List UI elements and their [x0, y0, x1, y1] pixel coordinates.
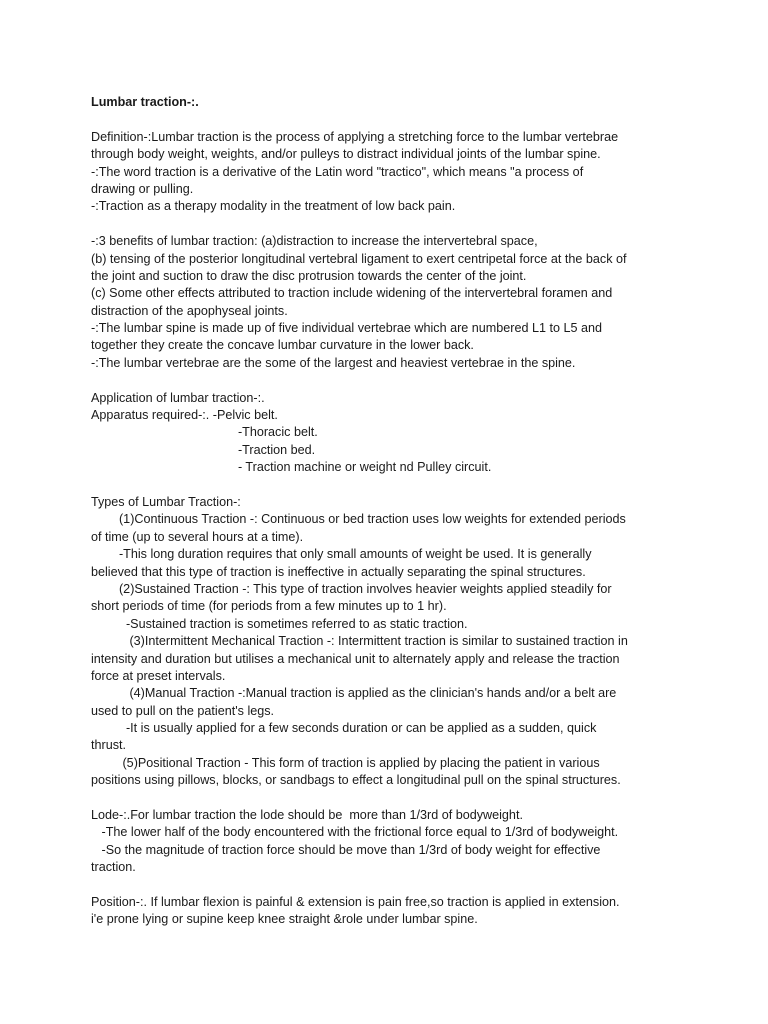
text-line: -This long duration requires that only small amounts of weight be used. It is generally — [91, 547, 592, 562]
blank-line — [91, 111, 681, 128]
text-line: -It is usually applied for a few seconds duration or can be applied as a sudden, quick — [91, 721, 597, 736]
text-line: Types of Lumbar Traction-: — [91, 494, 241, 509]
blank-line — [91, 877, 681, 894]
text-line: Lode-:.For lumbar traction the lode should be more than 1/3rd of bodyweight. — [91, 808, 523, 823]
text-line: distraction of the apophyseal joints. — [91, 303, 288, 318]
text-line: intensity and duration but utilises a mechanical unit to alternately apply and release the traction — [91, 651, 620, 666]
text-line: -:Traction as a therapy modality in the treatment of low back pain. — [91, 199, 456, 214]
text-line: positions using pillows, blocks, or sandbags to effect a longitudinal pull on the spinal structures. — [91, 773, 621, 788]
text-line: thrust. — [91, 738, 126, 753]
text-line: believed that this type of traction is ineffective in actually separating the spinal structures. — [91, 564, 586, 579]
text-line: Definition-:Lumbar traction is the process of applying a stretching force to the lumbar vertebrae — [91, 129, 619, 144]
text-line: Position-:. If lumbar flexion is painful & extension is pain free,so traction is applied in extension. — [91, 894, 620, 909]
text-line: -:The word traction is a derivative of the Latin word "tractico", which means "a process of — [91, 164, 584, 179]
blank-line — [91, 216, 681, 233]
text-line: Application of lumbar traction-:. — [91, 390, 265, 405]
text-line: -So the magnitude of traction force should be move than 1/3rd of body weight for effective — [91, 842, 601, 857]
text-line: drawing or pulling. — [91, 181, 194, 196]
document-title: Lumbar traction-:. — [91, 95, 199, 109]
text-line: force at preset intervals. — [91, 668, 226, 683]
text-line: -The lower half of the body encountered with the frictional force equal to 1/3rd of bodyweight. — [91, 825, 619, 840]
text-line: used to pull on the patient's legs. — [91, 703, 275, 718]
text-line: Apparatus required-:. -Pelvic belt. — [91, 408, 278, 423]
text-line: together they create the concave lumbar curvature in the lower back. — [91, 338, 474, 353]
document-page — [91, 94, 681, 929]
text-line: (1)Continuous Traction -: Continuous or bed traction uses low weights for extended periods — [91, 512, 626, 527]
text-line: -:The lumbar spine is made up of five individual vertebrae which are numbered L1 to L5 and — [91, 321, 603, 336]
text-line: traction. — [91, 860, 136, 875]
blank-line — [91, 790, 681, 807]
text-line: (4)Manual Traction -:Manual traction is applied as the clinician's hands and/or a belt are — [91, 686, 617, 701]
text-line: of time (up to several hours at a time). — [91, 529, 304, 544]
text-line: (c) Some other effects attributed to traction include widening of the intervertebral foramen and — [91, 286, 613, 301]
text-line: through body weight, weights, and/or pulleys to distract individual joints of the lumbar spine. — [91, 147, 601, 162]
blank-line — [91, 477, 681, 494]
text-line: the joint and suction to draw the disc protrusion towards the center of the joint. — [91, 268, 527, 283]
blank-line — [91, 372, 681, 389]
text-line: -Traction bed. — [91, 442, 316, 457]
text-line: (2)Sustained Traction -: This type of traction involves heavier weights applied steadily for — [91, 581, 612, 596]
text-line: (b) tensing of the posterior longitudinal vertebral ligament to exert centripetal force at the back of — [91, 251, 627, 266]
text-line: -:The lumbar vertebrae are the some of the largest and heaviest vertebrae in the spine. — [91, 355, 576, 370]
text-line: -:3 benefits of lumbar traction: (a)distraction to increase the intervertebral space, — [91, 234, 538, 249]
text-line: (5)Positional Traction - This form of traction is applied by placing the patient in various — [91, 755, 600, 770]
text-line: i'e prone lying or supine keep knee straight &role under lumbar spine. — [91, 912, 478, 927]
text-line: -Thoracic belt. — [91, 425, 318, 440]
text-line: -Sustained traction is sometimes referred to as static traction. — [91, 616, 468, 631]
text-line: - Traction machine or weight nd Pulley circuit. — [91, 460, 492, 475]
text-line: short periods of time (for periods from a few minutes up to 1 hr). — [91, 599, 447, 614]
text-line: (3)Intermittent Mechanical Traction -: Intermittent traction is similar to sustained traction in — [91, 634, 628, 649]
document-body — [91, 111, 681, 928]
